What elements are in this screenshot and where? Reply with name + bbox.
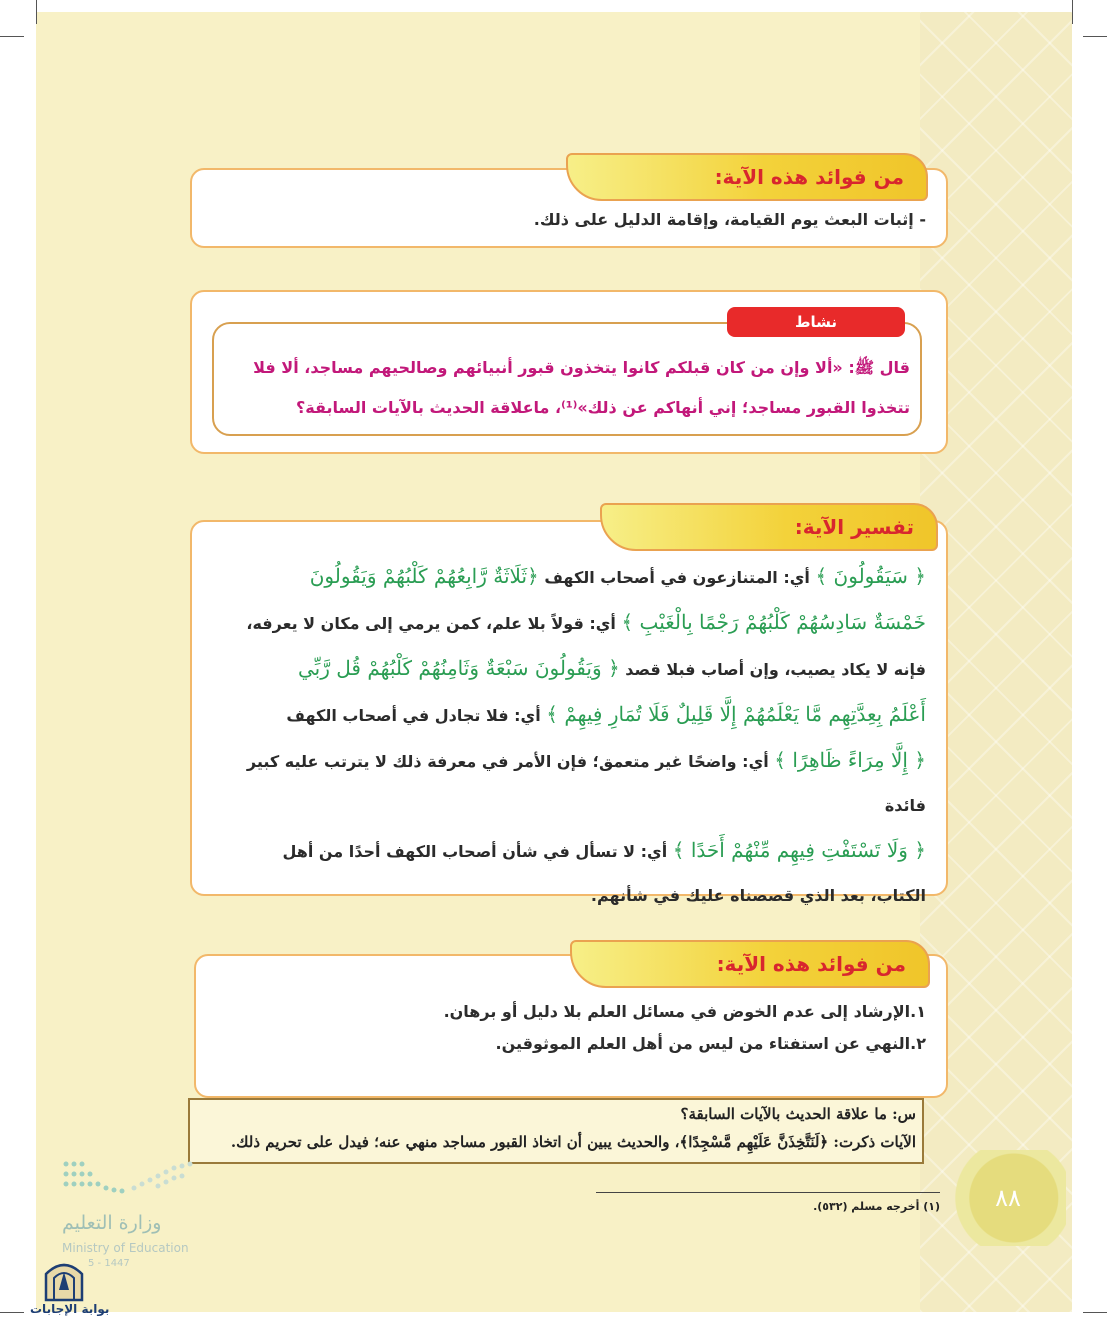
crop-mark [1083, 36, 1107, 37]
tafsir-line [210, 692, 926, 738]
crop-mark [0, 36, 24, 37]
footnote-rule [596, 1192, 940, 1193]
benefit-item: - إثبات البعث يوم القيامة، وإقامة الدليل على ذلك. [533, 210, 926, 229]
benefits-tab-2 [570, 940, 930, 988]
tafsir-line [210, 738, 926, 828]
quran-text: خَمْسَةٌ سَادِسُهُمْ كَلْبُهُمْ رَجْمًا بِالْغَيْبِ ﴾ [621, 610, 926, 634]
crop-mark [1072, 0, 1073, 24]
ministry-logo-icon [62, 1158, 198, 1200]
answer-question: س: ما علاقة الحديث بالآيات السابقة؟ [680, 1105, 916, 1123]
tafsir-text: أي: فلا تجادل في أصحاب الكهف [286, 706, 547, 725]
benefit-item-1: ١.الإرشاد إلى عدم الخوض في مسائل العلم بلا دليل أو برهان. [443, 1002, 926, 1021]
ministry-name-english: Ministry of Education [62, 1241, 189, 1255]
tafsir-text: أي: المتنازعون في أصحاب الكهف [538, 568, 816, 587]
crop-mark [0, 1312, 24, 1313]
tafsir-tab [600, 503, 938, 551]
benefits-tab-1 [566, 153, 928, 201]
tafsir-line [210, 554, 926, 600]
quran-text: ﴿ثَلَاثَةٌ رَّابِعُهُمْ كَلْبُهُمْ وَيَقُولُونَ [309, 564, 539, 588]
activity-box [212, 322, 922, 436]
benefits-title: من فوائد هذه الآية: [716, 952, 906, 976]
crop-mark [1083, 1312, 1107, 1313]
benefit-item-2: ٢.النهي عن استفتاء من ليس من أهل العلم الموثوقين. [495, 1034, 926, 1053]
portal-name: بوابة الإجابات [30, 1302, 110, 1316]
tafsir-line [210, 646, 926, 692]
portal-logo-icon [42, 1258, 86, 1302]
tafsir-text: الكتاب، بعد الذي قصصناه عليك في شأنهم. [590, 886, 926, 905]
activity-line-2: تتخذوا القبور مساجد؛ إني أنهاكم عن ذلك»⁽¹⁾، ماعلاقة الحديث بالآيات السابقة؟ [296, 398, 910, 417]
tafsir-title: تفسير الآية: [794, 515, 914, 539]
crop-mark [36, 0, 37, 24]
quran-text: ﴿ وَلَا تَسْتَفْتِ فِيهِم مِّنْهُمْ أَحَدًا ﴾ [672, 838, 926, 862]
page-number-badge [950, 1150, 1066, 1246]
activity-text [230, 348, 910, 428]
page-number: ٨٨ [995, 1184, 1021, 1212]
tafsir-line [210, 828, 926, 874]
tafsir-text: أي: قولاً بلا علم، كمن يرمي إلى مكان لا يعرفه، [246, 614, 622, 633]
tafsir-line [210, 600, 926, 646]
ministry-name-arabic: وزارة التعليم [62, 1212, 162, 1234]
tafsir-text: أي: واضحًا غير متعمق؛ فإن الأمر في معرفة ذلك لا يترتب عليه كبير فائدة [246, 752, 926, 815]
tafsir-text: فإنه لا يكاد يصيب، وإن أصاب فبلا قصد [619, 660, 926, 679]
tafsir-line [210, 874, 926, 918]
quran-text: ﴿ إِلَّا مِرَاءً ظَاهِرًا ﴾ [774, 748, 926, 772]
quran-text: أَعْلَمُ بِعِدَّتِهِم مَّا يَعْلَمُهُمْ إِلَّا قَلِيلٌ فَلَا تُمَارِ فِيهِمْ ﴾ [546, 702, 926, 726]
quran-text: ﴿ وَيَقُولُونَ سَبْعَةٌ وَثَامِنُهُمْ كَلْبُهُمْ قُل رَّبِّي [298, 656, 620, 680]
activity-line-1: قال ﷺ: «ألا وإن من كان قبلكم كانوا يتخذون قبور أنبيائهم وصالحيهم مساجد، ألا فلا [253, 358, 910, 377]
footnote: (١) أخرجه مسلم (٥٣٢). [813, 1200, 940, 1213]
quran-text: ﴿ سَيَقُولُونَ ﴾ [815, 564, 926, 588]
answer-box [188, 1098, 924, 1164]
benefits-title: من فوائد هذه الآية: [714, 165, 904, 189]
tafsir-text: أي: لا تسأل في شأن أصحاب الكهف أحدًا من أهل [282, 842, 673, 861]
activity-tag: نشاط [727, 307, 905, 337]
tafsir-paragraph [210, 554, 926, 918]
answer-text: الآيات ذكرت: ﴿لَنَتَّخِذَنَّ عَلَيْهِم مَّسْجِدًا﴾، والحديث يبين أن اتخاذ القبور مساجد منهي عنه؛ فيدل على تحريم ذلك. [230, 1133, 916, 1151]
ministry-year: 5 - 1447 [88, 1258, 130, 1269]
